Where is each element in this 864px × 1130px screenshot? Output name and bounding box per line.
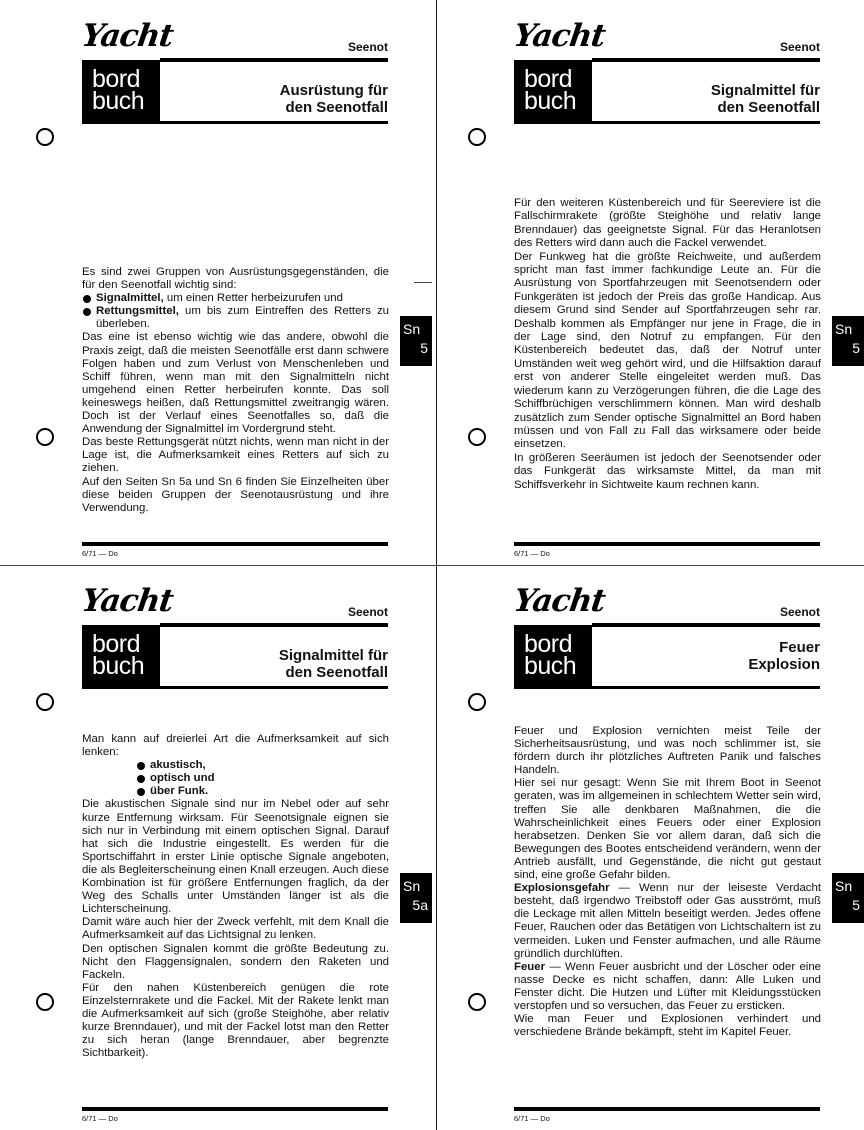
list-item: optisch und (136, 772, 389, 785)
section-label: Seenot (779, 40, 820, 54)
binder-hole-icon (468, 693, 486, 711)
paragraph: Wie man Feuer und Explosionen verhindert und verschiedene Brände bekämpft, steht im Kapitel Feuer. (514, 1013, 821, 1039)
paragraph: Das eine ist ebenso wichtig wie das andere, obwohl die Praxis zeigt, daß die meisten Seenotfälle erst dann schwere Folgen haben und zum Verlust von Menschenleben und Schiff führen, wenn man mit den Signalmitteln nicht umgehend einen Retter herbeirufen konnte. Das soll keineswegs heißen, daß Rettungsmittel zweitrangig wären. Doch ist der Verlauf eines Seenotfalles so, daß die Anwendung der Signalmittel im Vordergrund steht. (82, 331, 389, 436)
page-body (514, 725, 821, 1039)
footer-rule (82, 1107, 388, 1111)
paragraph: Die akustischen Signale sind nur im Nebel oder auf sehr kurze Entfernung wirksam. Für Seenotsignale eignen sie sich nur in Verbindung mit einem optischen Signal. Darauf hat sich die Industrie eingestellt. Es werden für die Sportschiffahrt in erster Linie optische Signale angeboten, die als Begleiterscheinung einen Knall erzeugen. Auch diese Kombination ist für größere Entfernungen fraglich, da der Weg des Schalls unter Umständen länger ist als die Lichterscheinung. (82, 798, 389, 916)
chapter-tab: Sn 5 (400, 316, 432, 366)
page-title: Signalmittel für den Seenotfall (278, 647, 388, 681)
paragraph: Feuer und Explosion vernichten meist Teile der Sicherheitsausrüstung, und was noch schlimmer ist, sie fördern durch ihr plötzliches Auftreten Panik und falsches Handeln. (514, 725, 821, 777)
binder-hole-icon (468, 428, 486, 446)
paragraph: Für den nahen Küstenbereich genügen die rote Einzelsternrakete und die Fackel. Mit der Rakete lenkt man die Aufmerksamkeit auf sich (große Steighöhe, aber relativ kurze Brenndauer), und mit der Fackel lotst man den Retter zu sich heran (lange Brenndauer, aber begrenzte Sichtbarkeit). (82, 981, 389, 1060)
binder-hole-icon (36, 993, 54, 1011)
yacht-logo: Yacht (511, 18, 608, 54)
footer-rule (82, 542, 388, 546)
header-rule (592, 623, 820, 627)
section-label: Seenot (347, 40, 388, 54)
paragraph: Explosionsgefahr — Wenn nur der leiseste Verdacht besteht, daß irgendwo Treibstoff oder Gas ausströmt, muß die Leckage mit allen Mitteln beseitigt werden. Jedes offene Feuer, Rauchen oder das Betätigen von Lichtschaltern ist zu vermeiden. Luken und Fenster aufmachen, und alle Räume gründlich durchlüften. (514, 882, 821, 960)
paragraph: Damit wäre auch hier der Zweck verfehlt, mit dem Knall die Aufmerksamkeit auf das Lichtsignal zu lenken. (82, 916, 389, 942)
binder-hole-icon (468, 128, 486, 146)
footer-text: 6/71 — Do (82, 549, 118, 558)
page-body (82, 733, 389, 1060)
chapter-tab: Sn 5a (400, 873, 432, 923)
list-item: Rettungsmittel, um bis zum Eintreffen des Retters zu überleben. (82, 305, 389, 331)
page-title: Signalmittel für den Seenotfall (710, 82, 820, 116)
binder-hole-icon (36, 428, 54, 446)
header-rule (592, 58, 820, 62)
paragraph: Den optischen Signalen kommt die größte Bedeutung zu. Nicht den Flaggensignalen, sondern den Raketen und Fackeln. (82, 942, 389, 981)
header-rule-bottom (160, 686, 388, 689)
intro-text: Es sind zwei Gruppen von Ausrüstungsgegenständen, die für den Seenotfall wichtig sind: (82, 266, 389, 292)
page-feuer-explosion (432, 565, 864, 1130)
paragraph: Für den weiteren Küstenbereich und für Seereviere ist die Fallschirmrakete (größte Steighöhe und relativ lange Brenndauer) das geeignetste Signal. Für das Heranlotsen des Retters wird dann auch die Fackel verwendet. (514, 197, 821, 250)
header-rule-bottom (592, 686, 820, 689)
page-signalmittel-2 (0, 565, 432, 1130)
list-item: Signalmittel, um einen Retter herbeizurufen und (82, 292, 389, 305)
footer-rule (514, 542, 820, 546)
paragraph: Auf den Seiten Sn 5a und Sn 6 finden Sie Einzelheiten über diese beiden Gruppen der Seenotausrüstung und ihre Verwendung. (82, 475, 389, 514)
list-item: akustisch, (136, 759, 389, 772)
paragraph: Der Funkweg hat die größte Reichweite, und außerdem spricht man fast immer fachkundige Leute an. Für die Ausrüstung von Sportfahrzeugen mit Seenotsendern oder Funkgeräten ist jedoch der Preis das große Handicap. Aus diesem Grund sind Sender auf Sportfahrzeugen sehr rar. Deshalb kommen als Empfänger nur jene in Frage, die in der Lage sind, den Notruf zu empfangen. Für den Küstenbereich bedeutet das, daß der Notruf unter Umständen weit weg gehört wird, und die Hilfsaktion darauf erst von anderer Stelle eingeleitet werden muß. Das wiederum kann zu Verzögerungen führen, die die Lage des Schiffbrüchigen verschlimmern können. Man wird deshalb zusätzlich zum Sender optische Signalmittel an Bord haben müssen und von Fall zu Fall das wirksamere oder beide einsetzen. (514, 250, 821, 451)
list-item: über Funk. (136, 785, 389, 798)
header-rule (160, 623, 388, 627)
section-label: Seenot (347, 605, 388, 619)
page-body (82, 266, 389, 515)
section-label: Seenot (779, 605, 820, 619)
yacht-logo: Yacht (79, 18, 176, 54)
page-ausruestung (0, 0, 432, 565)
binder-hole-icon (36, 693, 54, 711)
footer-rule (514, 1107, 820, 1111)
intro-text: Man kann auf dreierlei Art die Aufmerksamkeit auf sich lenken: (82, 733, 389, 759)
binder-hole-icon (468, 993, 486, 1011)
page-title: Ausrüstung für den Seenotfall (279, 82, 388, 116)
bordbuch-logo: bord buch (514, 625, 592, 689)
footer-text: 6/71 — Do (514, 549, 550, 558)
footer-text: 6/71 — Do (514, 1114, 550, 1123)
paragraph: In größeren Seeräumen ist jedoch der Seenotsender oder das Funkgerät das wirksamste Mittel, da man mit Schiffsverkehr in Sichtweite kaum rechnen kann. (514, 451, 821, 491)
bordbuch-logo: bord buch (514, 60, 592, 124)
bordbuch-logo: bord buch (82, 625, 160, 689)
header-rule-bottom (160, 121, 388, 124)
page-body (514, 197, 821, 492)
page-signalmittel-1 (432, 0, 864, 565)
footer-text: 6/71 — Do (82, 1114, 118, 1123)
header-rule-bottom (592, 121, 820, 124)
bullet-list (82, 759, 389, 798)
bordbuch-logo: bord buch (82, 60, 160, 124)
yacht-logo: Yacht (79, 583, 176, 619)
chapter-tab: Sn 5 (832, 316, 864, 366)
yacht-logo: Yacht (511, 583, 608, 619)
paragraph: Feuer — Wenn Feuer ausbricht und der Löscher oder eine nasse Decke es nicht schaffen, dann: Alle Luken und Fenster dicht. Die Hutzen und Lüfter mit Kleidungsstücken verstopfen und so versuchen, das Feuer zu ersticken. (514, 960, 821, 1012)
tick-mark (414, 282, 432, 283)
binder-hole-icon (36, 128, 54, 146)
page-title: Feuer Explosion (748, 639, 820, 673)
paragraph: Hier sei nur gesagt: Wenn Sie mit Ihrem Boot in Seenot geraten, was im allgemeinen in schlechtem Wetter sein wird, treffen Sie alle denkbaren Maßnahmen, die die Wahrscheinlichkeit eines Feuers oder einer Explosion herabsetzen. Denken Sie vor allem daran, daß sich die Bewegungen des Bootes entscheidend verändern, wenn der Antrieb ausfällt, und Gegenstände, die nicht gut gestaut sind, eine große Gefahr bilden. (514, 777, 821, 882)
chapter-tab: Sn 5 (832, 873, 864, 923)
header-rule (160, 58, 388, 62)
paragraph: Das beste Rettungsgerät nützt nichts, wenn man nicht in der Lage ist, die Aufmerksamkeit eines Retters auf sich zu ziehen. (82, 436, 389, 475)
